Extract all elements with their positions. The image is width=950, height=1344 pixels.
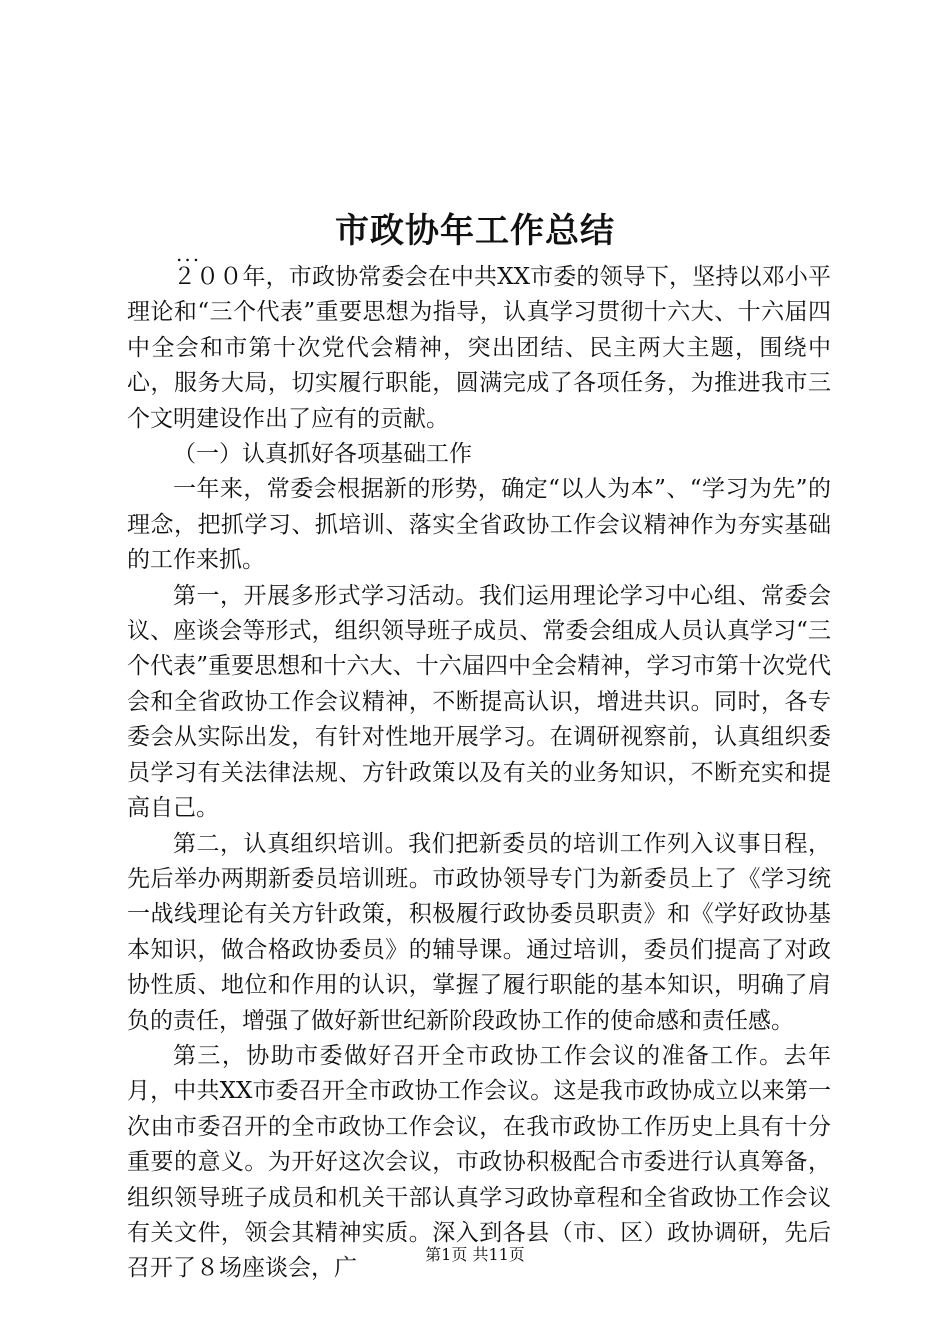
ellipsis-marker: ... <box>176 242 202 266</box>
page-number-footer: 第1页 共11页 <box>425 1245 525 1264</box>
body-paragraph: 一年来，常委会根据新的形势，确定“以人为本”、“学习为先”的理念，把抓学习、抓培训、落实全省政协工作会议精神作为夯实基础的工作来抓。 <box>127 476 831 574</box>
document-body <box>127 260 831 1287</box>
intro-paragraph: ２００年，市政协常委会在中共XX市委的领导下，坚持以邓小平理论和“三个代表”重要思想为指导，认真学习贯彻十六大、十六届四中全会和市第十次党代会精神，突出团结、民主两大主题，围绕中心，服务大局，切实履行职能，圆满完成了各项任务，为推进我市三个文明建设作出了应有的贡献。 <box>127 264 831 432</box>
body-paragraph: 第三，协助市委做好召开全市政协工作会议的准备工作。去年月，中共XX市委召开全市政协工作会议。这是我市政协成立以来第一次由市委召开的全市政协工作会议，在我市政协工作历史上具有十分重要的意义。为开好这次会议，市政协积极配合市委进行认真筹备，组织领导班子成员和机关干部认真学习政协章程和全省政协工作会议有关文件，领会其精神实质。深入到各县（市、区）政协调研，先后召开了８场座谈会，广 <box>127 1042 831 1282</box>
section-heading: （一）认真抓好各项基础工作 <box>173 441 472 468</box>
body-paragraph: 第一，开展多形式学习活动。我们运用理论学习中心组、常委会议、座谈会等形式，组织领导班子成员、常委会组成人员认真学习“三个代表”重要思想和十六大、十六届四中全会精神，学习市第十次党代会和全省政协工作会议精神，不断提高认识，增进共识。同时，各专委会从实际出发，有针对性地开展学习。在调研视察前，认真组织委员学习有关法律法规、方针政策以及有关的业务知识，不断充实和提高自己。 <box>127 582 831 822</box>
body-paragraph: 第二，认真组织培训。我们把新委员的培训工作列入议事日程，先后举办两期新委员培训班。市政协领导专门为新委员上了《学习统一战线理论有关方针政策，积极履行政协委员职责》和《学好政协基本知识，做合格政协委员》的辅导课。通过培训，委员们提高了对政协性质、地位和作用的认识，掌握了履行职能的基本知识，明确了肩负的责任，增强了做好新世纪新阶段政协工作的使命感和责任感。 <box>127 830 831 1034</box>
document-title: 市政协年工作总结 <box>335 210 615 251</box>
